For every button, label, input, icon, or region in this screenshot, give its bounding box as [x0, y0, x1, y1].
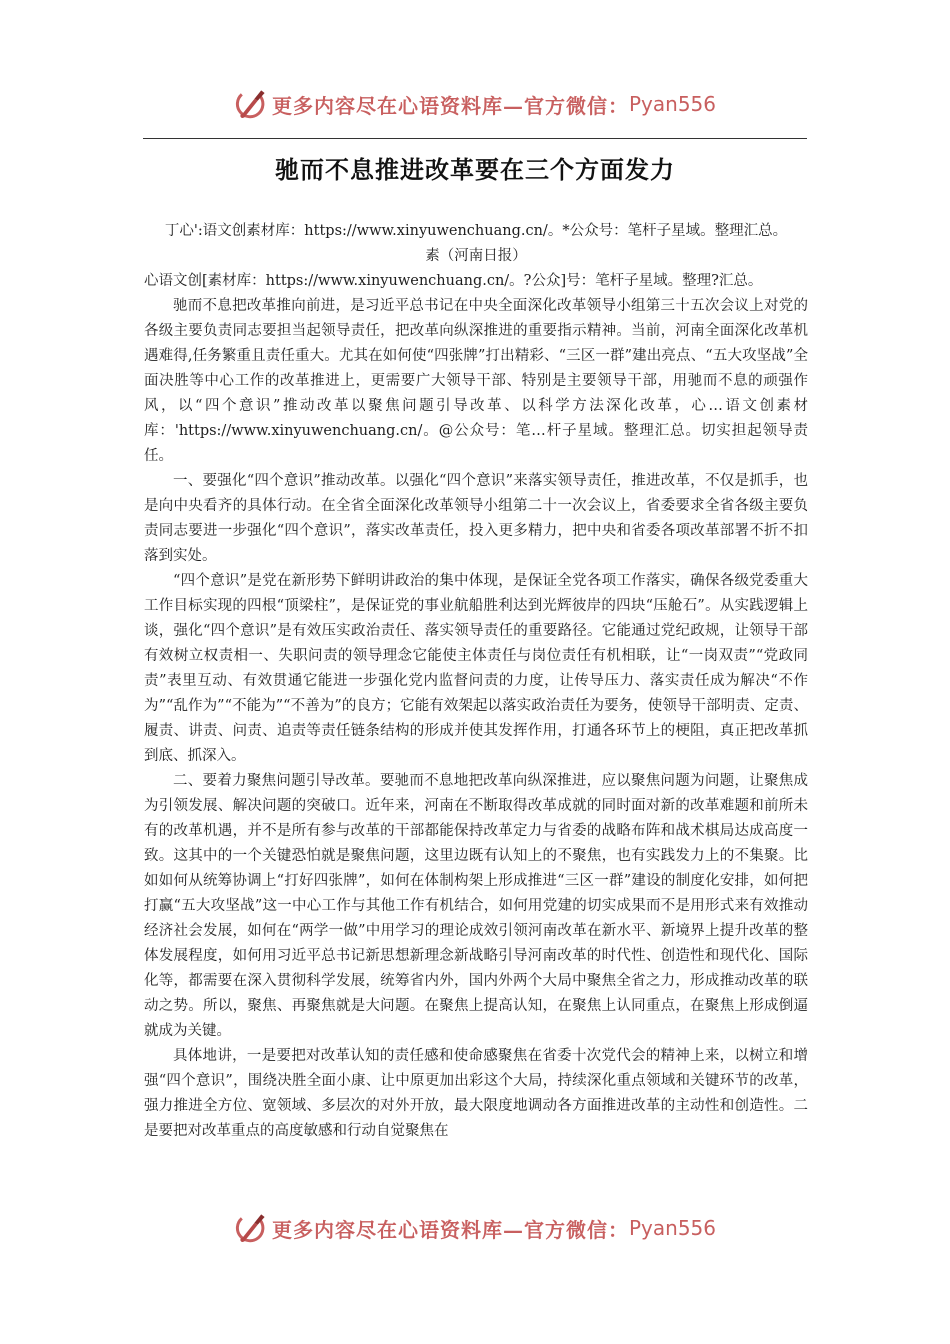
paragraph: 具体地讲，一是要把对改革认知的责任感和使命感聚焦在省委十次党代会的精神上来，以树立和增强“四个意识”，围绕决胜全面小康、让中原更加出彩这个大局，持续深化重点领域和关键环节的改革，强力推进全方位、宽领域、多层次的对外开放，最大限度地调动各方面推进改革的主动性和创造性。二是要把对改革重点的高度敏感和行动自觉聚焦在	[144, 1048, 808, 1139]
watermark-banner-top	[0, 84, 950, 124]
watermark-text: 更多内容尽在心语资料库—官方微信：	[271, 93, 629, 118]
paragraph: 一、要强化“四个意识”推动改革。以强化“四个意识”来落实领导责任，推进改革，不仅是抓手，也是向中央看齐的具体行动。在全省全面深化改革领导小组第二十一次会议上，省委要求全省各级主要负责同志要进一步强化“四个意识”，落实改革责任，投入更多精力，把中央和省委各项改革部署不折不扣落到实处。	[144, 473, 808, 564]
source-line: 素（河南日报）	[425, 248, 527, 264]
header-rule	[143, 138, 807, 139]
watermark-wechat-id: Pyan556	[628, 92, 716, 116]
article-body	[144, 219, 808, 1144]
source-line: 丁心':语文创素材库：https://www.xinyuwenchuang.cn/。*公众号：笔杆子星域。整理汇总。	[164, 223, 788, 239]
paragraph: 驰而不息把改革推向前进，是习近平总书记在中央全面深化改革领导小组第三十五次会议上对党的各级主要负责同志要担当起领导责任，把改革向纵深推进的重要指示精神。当前，河南全面深化改革机遇难得,任务繁重且责任重大。尤其在如何使“四张牌”打出精彩、“三区一群”建出亮点、“五大攻坚战”全面决胜等中心工作的改革推进上，更需要广大领导干部、特别是主要领导干部，用驰而不息的顽强作风，以“四个意识”推动改革以聚焦问题引导改革、以科学方法深化改革，心…语文创素材库：'https://www.xinyuwenchuang.cn/。@公众号：笔…杆子星域。整理汇总。切实担起领导责任。	[144, 298, 808, 464]
watermark-text: 更多内容尽在心语资料库—官方微信：	[271, 1217, 629, 1242]
paragraph: 二、要着力聚焦问题引导改革。要驰而不息地把改革向纵深推进，应以聚焦问题为问题，让聚焦成为引领发展、解决问题的突破口。近年来，河南在不断取得改革成就的同时面对新的改革难题和前所未有的改革机遇，并不是所有参与改革的干部都能保持改革定力与省委的战略布阵和战术棋局达成高度一致。这其中的一个关键恐怕就是聚焦问题，这里边既有认知上的不聚焦，也有实践发力上的不集聚。比如如何从统筹协调上“打好四张牌”，如何在体制构架上形成推进“三区一群”建设的制度化安排，如何把打赢“五大攻坚战”这一中心工作与其他工作有机结合，如何用党建的切实成果而不是用形式来有效推动经济社会发展，如何在“两学一做”中用学习的理论成效引领河南改革在新水平、新境界上提升改革的整体发展程度，如何用习近平总书记新思想新理念新战略引导河南改革的时代性、创造性和现代化、国际化等，都需要在深入贯彻科学发展，统筹省内外，国内外两个大局中聚焦全省之力，形成推动改革的联动之势。所以，聚焦、再聚焦就是大问题。在聚焦上提高认知，在聚焦上认同重点，在聚焦上形成倒逼就成为关键。	[144, 773, 808, 1039]
watermark-banner-bottom	[0, 1208, 950, 1248]
brush-logo-icon	[234, 1211, 268, 1245]
page-title: 驰而不息推进改革要在三个方面发力	[275, 155, 675, 184]
paragraph: 心语文创[素材库：https://www.xinyuwenchuang.cn/。?公众]号：笔杆子星域。整理?汇总。	[144, 273, 763, 289]
brush-logo-icon	[234, 87, 268, 121]
paragraph: “四个意识”是党在新形势下鲜明讲政治的集中体现，是保证全党各项工作落实，确保各级党委重大工作目标实现的四根“顶梁柱”，是保证党的事业航船胜利达到光辉彼岸的四块“压舱石”。从实践逻辑上谈，强化“四个意识”是有效压实政治责任、落实领导责任的重要路径。它能通过党纪政规，让领导干部有效树立权责相一、失职问责的领导理念它能使主体责任与岗位责任有机相联，让“一岗双责”“党政同责”表里互动、有效贯通它能进一步强化党内监督问责的力度，让传导压力、落实责任成为解决“不作为”“乱作为”“不能为”“不善为”的良方；它能有效架起以落实政治责任为要务，使领导干部明责、定责、履责、讲责、问责、追责等责任链条结构的形成并使其发挥作用，打通各环节上的梗阻，真正把改革抓到底、抓深入。	[144, 573, 808, 764]
watermark-wechat-id: Pyan556	[628, 1216, 716, 1240]
